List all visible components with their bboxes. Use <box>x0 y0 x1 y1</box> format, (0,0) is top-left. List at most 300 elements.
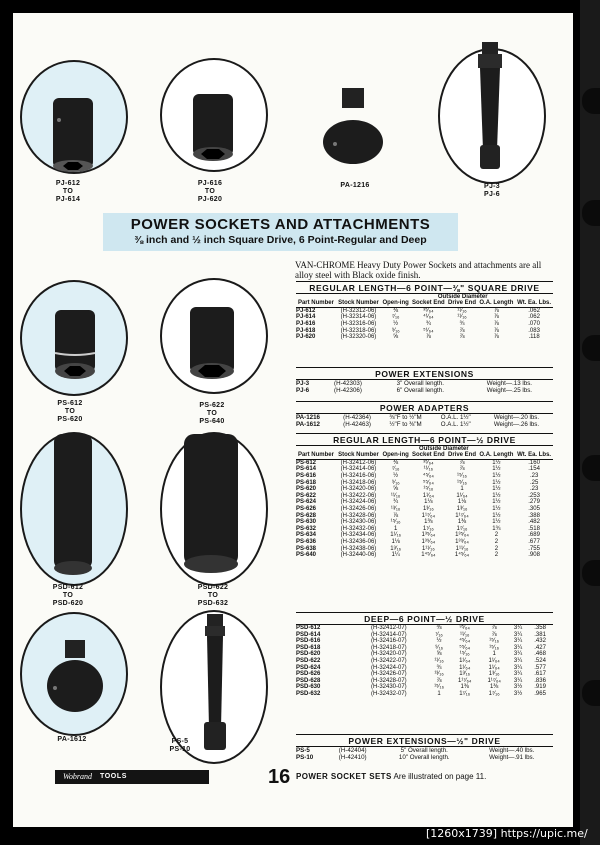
photo-caption: PA-1216 <box>340 182 370 189</box>
table-cell: 1⅛ <box>391 538 400 545</box>
table-cell: 1³⁵⁄₆₄ <box>421 532 436 539</box>
table-cell: 1¹⁷⁄₆₄ <box>487 677 501 684</box>
table-cell: ⅞ <box>493 314 499 321</box>
adapter-icon <box>45 640 105 720</box>
table-row <box>296 473 553 480</box>
table-cell: (H-32430-07) <box>371 684 407 691</box>
table-cell: 1½ <box>492 459 501 466</box>
table-cell: ⁵¹⁄₆₄ <box>423 327 434 334</box>
index-tab <box>582 560 600 586</box>
footer-bar <box>55 770 209 784</box>
table-cell: 1³⁵⁄₆₄ <box>455 532 469 539</box>
table-cell: 2 <box>494 545 499 552</box>
table-cell: ¾ <box>393 499 399 506</box>
photo-caption: PS-612 TO PS-620 <box>57 400 83 423</box>
section-regular-12 <box>296 433 553 559</box>
table-cell: ⅞ <box>425 334 431 341</box>
table-cell: ⁷⁄₁₆ <box>391 466 400 473</box>
table-cell: ⁷⁄₁₆ <box>435 631 443 638</box>
spec-table <box>296 747 553 761</box>
table-cell: ¹³⁄₁₆ <box>390 505 401 512</box>
table-cell: 1⅛ <box>424 499 433 506</box>
table-cell: .23 <box>529 473 539 479</box>
table-cell: .305 <box>528 505 540 512</box>
table-row <box>296 506 553 513</box>
table-cell: .524 <box>534 657 546 664</box>
table-cell: (H-32424-06) <box>340 499 377 506</box>
table-cell: 3" Overall length. <box>396 380 444 387</box>
spec-table <box>296 446 553 559</box>
table-cell: .468 <box>534 651 546 658</box>
table-cell: 2 <box>494 552 499 559</box>
table-cell: 1¹⁄₆₄ <box>488 664 500 671</box>
table-cell: ⁴¹⁄₆₄ <box>423 314 434 321</box>
table-cell: .083 <box>528 327 540 334</box>
table-row <box>296 387 553 394</box>
table-row <box>296 334 553 341</box>
table-cell: 1⅜ <box>489 684 499 691</box>
table-cell: ⁹⁄₁₆ <box>435 644 444 651</box>
table-cell: 1⁷⁄₁₆ <box>488 690 500 697</box>
table-row <box>296 552 553 559</box>
photo-caption: PSD-622 TO PSD-632 <box>197 584 229 607</box>
col-header: Part Number <box>297 452 334 459</box>
section-extensions-38 <box>296 367 553 394</box>
table-cell: ⅞ <box>491 631 497 638</box>
table-cell: 1½ <box>492 473 501 479</box>
part-number-cell: PJ-6 <box>296 387 310 394</box>
table-cell: ⅞ <box>493 307 499 314</box>
part-number-cell: PSD-616 <box>296 638 321 645</box>
section-title: REGULAR LENGTH—6 POINT—½ DRIVE <box>296 433 553 446</box>
deep-socket-icon <box>180 430 250 580</box>
socket-icon <box>186 305 246 390</box>
table-cell: ⁴⁵⁄₆₄ <box>459 638 471 645</box>
col-header: Open-ing <box>382 300 409 307</box>
table-cell: 1¹⁄₆₄ <box>459 657 471 664</box>
footer-note-bold: POWER SOCKET SETS <box>296 772 392 781</box>
part-number-cell: PJ-614 <box>296 314 316 321</box>
table-cell: (H-42410) <box>338 754 367 761</box>
table-row <box>296 459 553 466</box>
intro-text: VAN-CHROME Heavy Duty Power Sockets and attachments are all alloy steel with Black oxide finish. <box>295 260 542 280</box>
part-number-cell: PJ-616 <box>296 321 316 327</box>
table-cell: ⅞ <box>493 334 499 341</box>
table-cell: ¹⁵⁄₁₆ <box>459 651 470 658</box>
table-cell: 1³⁄₁₆ <box>390 545 402 552</box>
table-cell: 1⁷⁄₁₆ <box>459 690 471 697</box>
table-row <box>296 328 553 335</box>
table-cell: 1¹¹⁄₁₆ <box>455 545 469 552</box>
part-number-cell: PSD-628 <box>296 677 321 684</box>
extension-icon <box>470 40 510 175</box>
table-cell: (H-32428-06) <box>340 512 377 519</box>
table-cell: .118 <box>528 334 540 341</box>
table-row <box>296 513 553 520</box>
table-cell: ½ <box>436 638 442 645</box>
table-cell: (H-32414-07) <box>371 631 407 638</box>
part-number-cell: PS-624 <box>296 499 317 506</box>
table-cell: ⅝ <box>393 334 399 341</box>
table-cell: .689 <box>528 532 540 539</box>
page-number: 16 <box>268 766 291 788</box>
socket-icon <box>45 90 105 180</box>
part-number-cell: PSD-612 <box>296 625 321 631</box>
table-cell: 1¹⁄₆₄ <box>456 492 468 499</box>
table-cell: 1½ <box>492 512 501 519</box>
table-cell: (H-32440-06) <box>340 552 377 559</box>
table-cell: ¹¹⁄₁₆ <box>423 466 434 473</box>
table-cell: ¹¹⁄₁₆ <box>457 307 467 314</box>
part-number-cell: PSD-630 <box>296 684 321 691</box>
table-cell: 1⁷⁄₁₆ <box>456 525 468 532</box>
part-number-cell: PSD-626 <box>296 671 321 678</box>
part-number-cell: PSD-618 <box>296 644 321 651</box>
table-cell: ⁹⁄₁₆ <box>391 479 400 486</box>
table-cell: Weight—.91 lbs. <box>489 754 535 761</box>
table-cell: 1¹⁄₆₄ <box>488 657 500 664</box>
table-cell: 1³⁄₁₆ <box>459 671 471 678</box>
table-cell: (H-42364) <box>343 414 371 421</box>
table-cell: ³⁵⁄₆₄ <box>423 459 434 466</box>
table-row <box>296 421 553 428</box>
table-cell: .358 <box>534 625 546 631</box>
part-number-cell: PSD-614 <box>296 631 321 638</box>
col-header: Drive End <box>447 452 476 459</box>
table-cell: 1⁴⁵⁄₆₄ <box>454 552 470 559</box>
table-cell: 3½ <box>513 684 523 691</box>
table-cell: .919 <box>534 684 546 691</box>
part-number-cell: PSD-622 <box>296 657 321 664</box>
adapter-icon <box>320 88 390 168</box>
table-cell: ¹⁵⁄₁₆ <box>489 644 500 651</box>
table-cell: 1¹⁄₆₄ <box>459 664 471 671</box>
section-title: REGULAR LENGTH—6 POINT—⅜" SQUARE DRIVE <box>296 281 553 294</box>
photo-caption: PJ-612 TO PJ-614 <box>55 180 81 203</box>
part-number-cell: PS-620 <box>296 486 317 493</box>
deep-socket-icon <box>50 430 100 580</box>
table-cell: 3½ <box>513 690 523 697</box>
table-cell: ⅜ <box>393 307 399 314</box>
table-cell: .160 <box>528 459 540 466</box>
photo-caption: PSD-612 TO PSD-620 <box>52 584 84 607</box>
table-cell: (H-32416-06) <box>340 473 377 479</box>
footer-note-text: Are illustrated on page 11. <box>391 772 487 781</box>
table-cell: 1¹⁷⁄₆₄ <box>458 677 472 684</box>
table-cell: .154 <box>528 466 540 473</box>
photo-caption: PS-5 PS-10 <box>169 738 191 753</box>
table-cell: (H-32316-06) <box>340 321 377 327</box>
table-cell: 1½ <box>492 519 501 526</box>
index-tab <box>582 680 600 706</box>
table-cell: ½ <box>393 473 399 479</box>
table-cell: ⅝ <box>436 651 442 658</box>
table-cell: .062 <box>528 314 540 321</box>
part-number-cell: PJ-3 <box>296 380 310 387</box>
table-cell: .908 <box>528 552 540 559</box>
table-cell: .836 <box>534 677 546 684</box>
part-number-cell: PS-626 <box>296 505 317 512</box>
table-row <box>296 645 553 652</box>
table-cell: Weight—.20 lbs. <box>493 414 540 421</box>
spec-table <box>296 625 553 698</box>
table-cell: .253 <box>528 492 540 499</box>
index-tab <box>582 200 600 226</box>
table-cell: .23 <box>529 486 539 493</box>
table-cell: 1½ <box>492 492 501 499</box>
table-cell: O.A.L. 1½" <box>440 414 471 421</box>
table-row <box>296 314 553 321</box>
socket-icon <box>50 305 110 390</box>
table-cell: ¹¹⁄₁₆ <box>434 657 444 664</box>
table-cell: ¹¹⁄₁₆ <box>457 314 467 321</box>
table-cell: ⁴⁵⁄₆₄ <box>422 473 434 479</box>
watermark-stamp: [1260x1739] https://upic.me/ <box>426 827 588 840</box>
table-cell: 1½ <box>492 505 501 512</box>
table-cell: 3¼ <box>513 671 523 678</box>
section-title: POWER ADAPTERS <box>296 401 553 414</box>
photo-caption: PA-1612 <box>57 736 87 743</box>
table-cell: (H-42404) <box>338 747 367 754</box>
table-row <box>296 665 553 672</box>
table-cell: ⅜ <box>393 459 399 466</box>
part-number-cell: PJ-612 <box>296 307 316 314</box>
table-cell: 3¼ <box>513 644 523 651</box>
index-tab <box>582 88 600 114</box>
table-row <box>296 658 553 665</box>
binding-edge <box>580 0 600 845</box>
table-row <box>296 671 553 678</box>
part-number-cell: PS-10 <box>296 754 314 761</box>
table-cell: 1⅜ <box>424 519 433 526</box>
table-cell: 3¼ <box>513 664 523 671</box>
table-row <box>296 486 553 493</box>
brand-logo: Wobrand <box>63 772 93 781</box>
table-cell: .062 <box>528 307 540 314</box>
table-cell: 1¹⁷⁄₆₄ <box>421 512 436 519</box>
table-cell: ¾ <box>459 321 465 327</box>
table-cell: (H-32420-07) <box>371 651 407 658</box>
table-cell: 1 <box>460 486 464 493</box>
photo-caption: PJ-3 PJ-6 <box>484 183 500 198</box>
table-row <box>296 539 553 546</box>
table-cell: ⅞ <box>459 459 465 466</box>
table-row <box>296 651 553 658</box>
table-cell: ¹¹⁄₁₆ <box>459 631 470 638</box>
table-cell: ⅜ <box>436 625 442 631</box>
table-cell: 3¼ <box>513 638 523 645</box>
table-cell: ¹³⁄₁₆ <box>434 671 444 678</box>
table-cell: ³⁵⁄₆₄ <box>423 307 434 314</box>
table-row <box>296 638 553 645</box>
table-row <box>296 691 553 698</box>
table-cell: 3¼ <box>513 651 523 658</box>
table-cell: (H-32436-06) <box>340 538 377 545</box>
photo-caption: PJ-616 TO PJ-620 <box>197 180 223 203</box>
table-cell: (H-32312-06) <box>340 307 377 314</box>
table-cell: 1 <box>492 651 496 658</box>
part-number-cell: PS-5 <box>296 747 310 754</box>
col-header: Outside Diameter <box>437 294 488 300</box>
table-cell: ¹⁵⁄₁₆ <box>423 486 434 493</box>
table-cell: (H-32320-06) <box>340 334 377 341</box>
col-header: Stock Number <box>336 452 381 459</box>
table-cell: ⁹⁄₁₆ <box>391 327 400 334</box>
col-header: Open-ing <box>382 452 409 459</box>
part-number-cell: PSD-624 <box>296 664 321 671</box>
table-cell: 1⁷⁄₁₆ <box>422 525 434 532</box>
section-extensions-12 <box>296 734 553 761</box>
table-row <box>296 519 553 526</box>
table-cell: ¾ <box>436 664 442 671</box>
table-cell: Weight—.25 lbs. <box>486 387 533 394</box>
table-cell: 1⁴⁵⁄₆₄ <box>421 552 436 559</box>
table-cell: (H-32434-06) <box>340 532 377 539</box>
table-cell: 3¼ <box>513 657 523 664</box>
table-cell: ¹¹⁄₁₆ <box>390 492 401 499</box>
table-cell: .755 <box>528 545 540 552</box>
table-cell: (H-42463) <box>343 421 371 428</box>
table-row <box>296 321 553 328</box>
section-title: DEEP—6 POINT—½ DRIVE <box>296 612 553 625</box>
table-cell: .432 <box>534 638 546 645</box>
spec-table <box>296 414 553 428</box>
part-number-cell: PS-628 <box>296 512 317 519</box>
part-number-cell: PJ-618 <box>296 327 316 334</box>
table-row <box>296 632 553 639</box>
table-cell: 6" Overall length. <box>396 387 444 394</box>
table-cell: (H-32426-07) <box>371 671 407 678</box>
table-cell: .577 <box>534 664 546 671</box>
table-cell: ⅝ <box>393 486 399 493</box>
table-cell: ⅞ <box>459 466 465 473</box>
col-header: Socket End <box>412 452 445 459</box>
table-cell: 1½ <box>492 486 501 493</box>
table-cell: ³⁵⁄₆₄ <box>459 625 470 631</box>
footer-note <box>296 772 486 781</box>
table-cell: Weight—.13 lbs. <box>486 380 533 387</box>
table-cell: 1³⁹⁄₆₄ <box>421 538 436 545</box>
table-cell: ⁷⁄₁₆ <box>391 314 400 321</box>
table-cell: ¹⁵⁄₁₆ <box>434 684 444 691</box>
table-cell: (H-32412-07) <box>371 625 407 631</box>
table-cell: (H-32314-06) <box>340 314 377 321</box>
table-row <box>296 684 553 691</box>
table-row <box>296 466 553 473</box>
table-cell: .279 <box>528 499 540 506</box>
table-cell: 3¼ <box>513 625 523 631</box>
table-cell: 2 <box>494 538 499 545</box>
table-cell: (H-32430-06) <box>340 519 377 526</box>
table-cell: 1³⁄₁₆ <box>488 671 500 678</box>
table-cell: (H-32432-07) <box>371 690 407 697</box>
section-title: POWER EXTENSIONS <box>296 367 553 380</box>
table-row <box>296 754 553 761</box>
photo-caption: PS-622 TO PS-640 <box>199 402 225 425</box>
table-cell: (H-32422-07) <box>371 657 407 664</box>
table-cell: 1¹⁄₁₆ <box>390 532 402 539</box>
section-title: POWER EXTENSIONS—½" DRIVE <box>296 734 553 747</box>
table-cell: .070 <box>528 321 540 327</box>
table-cell: (H-32428-07) <box>371 677 407 684</box>
table-cell: .388 <box>528 512 540 519</box>
part-number-cell: PS-632 <box>296 525 317 532</box>
table-cell: ¹⁵⁄₁₆ <box>390 519 401 526</box>
part-number-cell: PA-1612 <box>296 421 320 428</box>
table-cell: (H-32318-06) <box>340 327 377 334</box>
table-row <box>296 499 553 506</box>
col-header: Wt. Ea. Lbs. <box>517 452 552 459</box>
table-cell: 3¼ <box>513 677 523 684</box>
part-number-cell: PS-630 <box>296 519 317 526</box>
table-cell: 5" Overall length. <box>400 747 448 754</box>
socket-icon <box>185 90 245 170</box>
table-cell: ½ <box>393 321 399 327</box>
col-header: Drive End <box>447 300 476 307</box>
page-subtitle: ⅜ inch and ½ inch Square Drive, 6 Point-Regular and Deep <box>134 234 427 246</box>
spec-table <box>296 294 553 341</box>
index-tab <box>582 455 600 481</box>
table-cell: ¹⁵⁄₁₆ <box>489 638 500 645</box>
table-cell: 1½ <box>492 479 501 486</box>
part-number-cell: PS-636 <box>296 538 317 545</box>
section-regular-38 <box>296 281 553 341</box>
table-cell: 1½ <box>492 466 501 473</box>
table-cell: 1¹⁷⁄₆₄ <box>455 512 469 519</box>
part-number-cell: PJ-620 <box>296 334 316 341</box>
table-cell: .617 <box>534 671 546 678</box>
table-cell: .381 <box>534 631 546 638</box>
table-cell: ⅞ <box>459 327 465 334</box>
table-cell: ⁵⁵⁄₆₄ <box>459 644 471 651</box>
table-cell: .965 <box>534 690 546 697</box>
table-row <box>296 625 553 632</box>
table-cell: 1¼ <box>391 552 400 559</box>
part-number-cell: PS-640 <box>296 552 317 559</box>
table-cell: (H-32420-06) <box>340 486 377 493</box>
table-cell: ⅞ <box>459 334 465 341</box>
table-cell: ¹⁵⁄₁₆ <box>457 479 467 486</box>
part-number-cell: PS-622 <box>296 492 317 499</box>
spec-table <box>296 380 553 394</box>
brand-tools-label: TOOLS <box>100 773 127 780</box>
part-number-cell: PS-614 <box>296 466 317 473</box>
table-cell: 3¼ <box>513 631 523 638</box>
col-header: O.A. Length <box>479 300 514 307</box>
table-cell: 10" Overall length. <box>398 754 450 761</box>
table-row <box>296 747 553 754</box>
part-number-cell: PS-638 <box>296 545 317 552</box>
table-cell: 1³⁄₁₆ <box>456 505 468 512</box>
table-cell: (H-32422-06) <box>340 492 377 499</box>
table-cell: ⅞ <box>436 677 442 684</box>
part-number-cell: PSD-620 <box>296 651 321 658</box>
table-cell: Weight—.40 lbs. <box>489 747 535 754</box>
part-number-cell: PSD-632 <box>296 690 321 697</box>
part-number-cell: PS-634 <box>296 532 317 539</box>
table-cell: ¾ <box>425 321 431 327</box>
part-number-cell: PA-1216 <box>296 414 320 421</box>
part-number-cell: PS-618 <box>296 479 317 486</box>
table-cell: (H-42303) <box>334 380 362 387</box>
table-cell: (H-42306) <box>334 387 362 394</box>
col-header: Outside Diameter <box>419 446 469 452</box>
extension-icon <box>195 610 235 760</box>
table-cell: Weight—.26 lbs. <box>493 421 540 428</box>
table-cell: (H-32432-06) <box>340 525 377 532</box>
table-cell: .427 <box>534 644 546 651</box>
table-cell: 1³⁹⁄₆₄ <box>455 538 469 545</box>
